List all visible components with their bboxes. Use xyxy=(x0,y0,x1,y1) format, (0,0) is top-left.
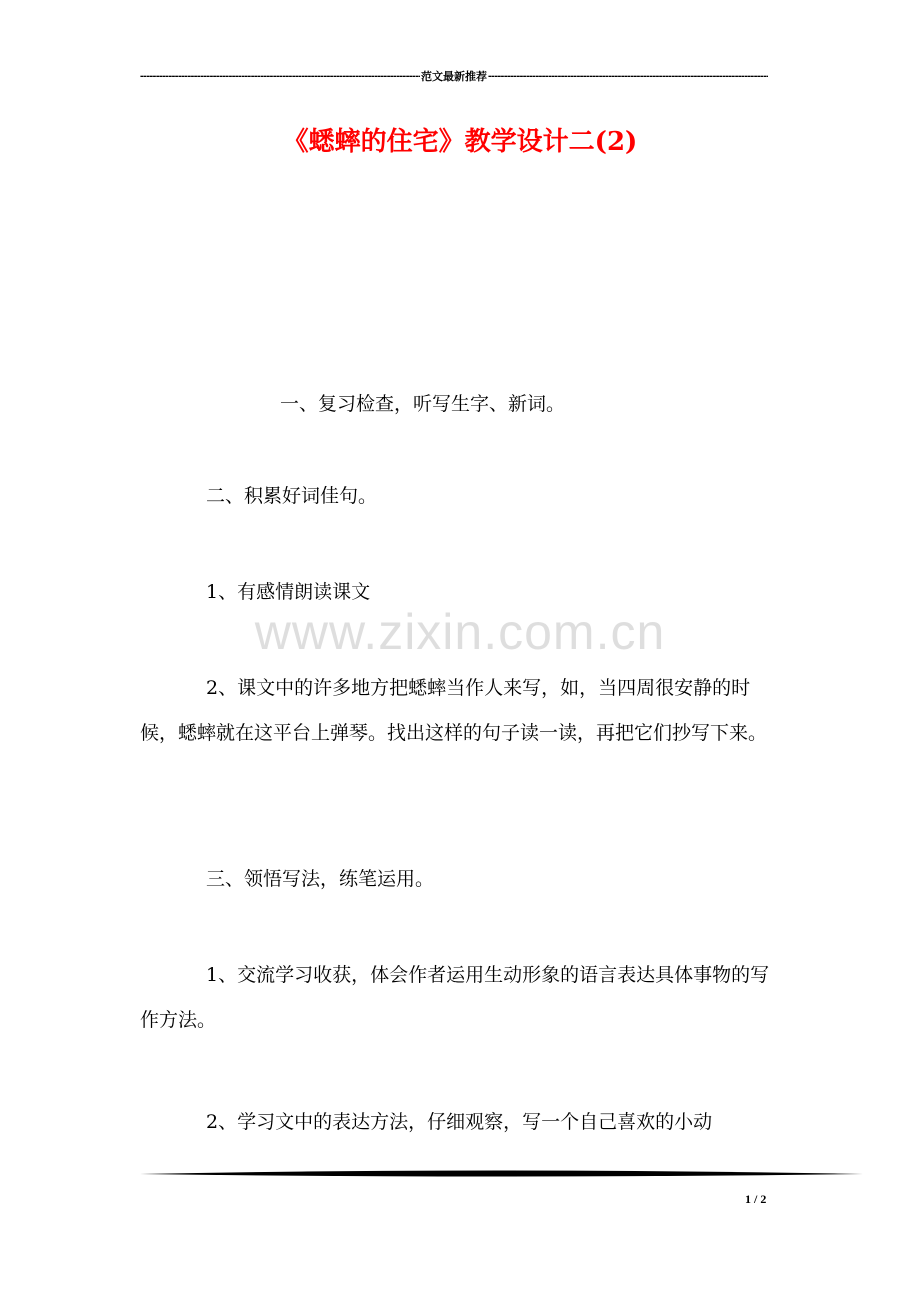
footer-divider xyxy=(140,1168,863,1180)
header-dash-left xyxy=(140,70,420,82)
paragraph: 一、复习检查，听写生字、新词。 xyxy=(280,393,566,415)
paragraph: 三、领悟写法，练笔运用。 xyxy=(206,868,435,890)
watermark: www.zixin.com.cn xyxy=(254,604,666,660)
header-label: 范文最新推荐 xyxy=(421,71,487,83)
paragraph: 2、课文中的许多地方把蟋蟀当作人来写，如，当四周很安静的时候，蟋蟀就在这平台上弹琴。找出这样的句子读一读，再把它们抄写下来。 xyxy=(140,677,768,744)
paragraph: 2、学习文中的表达方法，仔细观察，写一个自己喜欢的小动 xyxy=(206,1111,713,1133)
paragraph: 1、交流学习收获，体会作者运用生动形象的语言表达具体事物的写作方法。 xyxy=(140,964,770,1031)
paragraph: 二、积累好词佳句。 xyxy=(206,485,378,507)
header-dash-right xyxy=(488,70,768,82)
page-number: 1 / 2 xyxy=(745,1192,767,1206)
paragraph: 1、有感情朗读课文 xyxy=(206,581,371,603)
page-header xyxy=(140,68,768,84)
document-title: 《蟋蟀的住宅》教学设计二(2) xyxy=(282,127,638,157)
